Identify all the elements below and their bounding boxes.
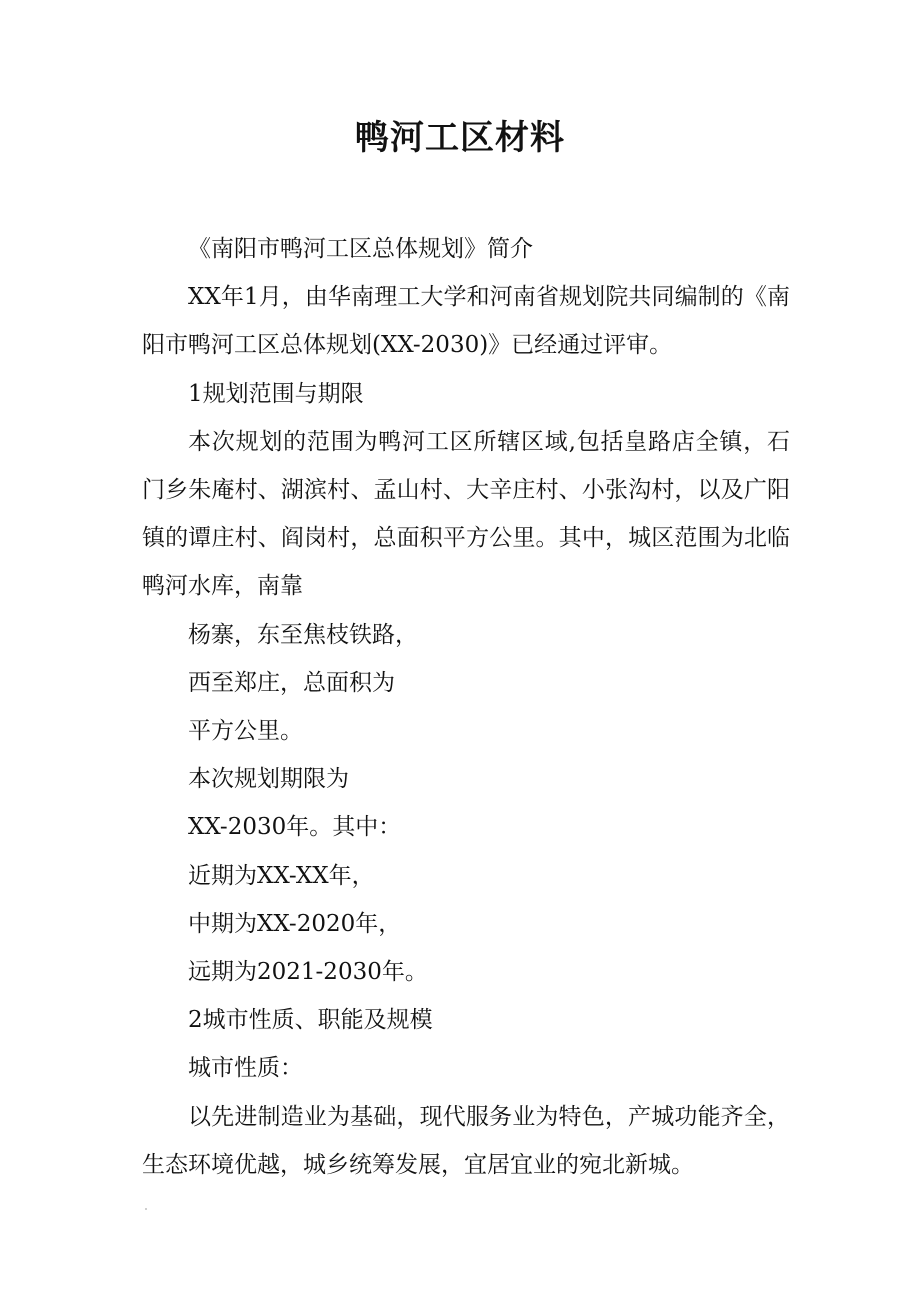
paragraph-short-term: 近期为XX-XX年， [188,862,375,889]
page-mark [145,1208,147,1210]
paragraph-area-unit: 平方公里。 [188,718,303,745]
paragraph-period-range: XX-2030年。其中： [188,814,402,841]
paragraph-city-nature-label: 城市性质： [188,1055,303,1082]
paragraph-mid-term: 中期为XX-2020年， [188,910,402,937]
paragraph-planning-scope: 本次规划的范围为鸭河工区所辖区域,包括皇路店全镇，石门乡朱庵村、湖滨村、孟山村、大辛庄村、小张沟村，以及广阳镇的谭庄村、阎岗村，总面积平方公里。其中，城区范围为北临鸭河水库，南靠 [142,428,790,600]
paragraph-review-summary: XX年1月，由华南理工大学和河南省规划院共同编制的《南阳市鸭河工区总体规划(XX-2030)》已经通过评审。 [142,284,790,359]
document-body [142,225,790,1189]
paragraph-east-boundary: 杨寨，东至焦枝铁路， [188,621,418,648]
paragraph-west-boundary: 西至郑庄，总面积为 [188,669,395,696]
paragraph-section-2-heading: 2城市性质、职能及规模 [188,1007,433,1034]
paragraph-long-term: 远期为2021-2030年。 [188,959,428,986]
paragraph-section-1-heading: 1规划范围与期限 [188,380,364,407]
paragraph-planning-period: 本次规划期限为 [188,766,349,793]
paragraph-city-nature-text: 以先进制造业为基础，现代服务业为特色，产城功能齐全，生态环境优越，城乡统筹发展，宜居宜业的宛北新城。 [142,1103,790,1178]
document-title: 鸭河工区材料 [355,118,565,158]
paragraph-intro-heading: 《南阳市鸭河工区总体规划》简介 [188,236,533,262]
